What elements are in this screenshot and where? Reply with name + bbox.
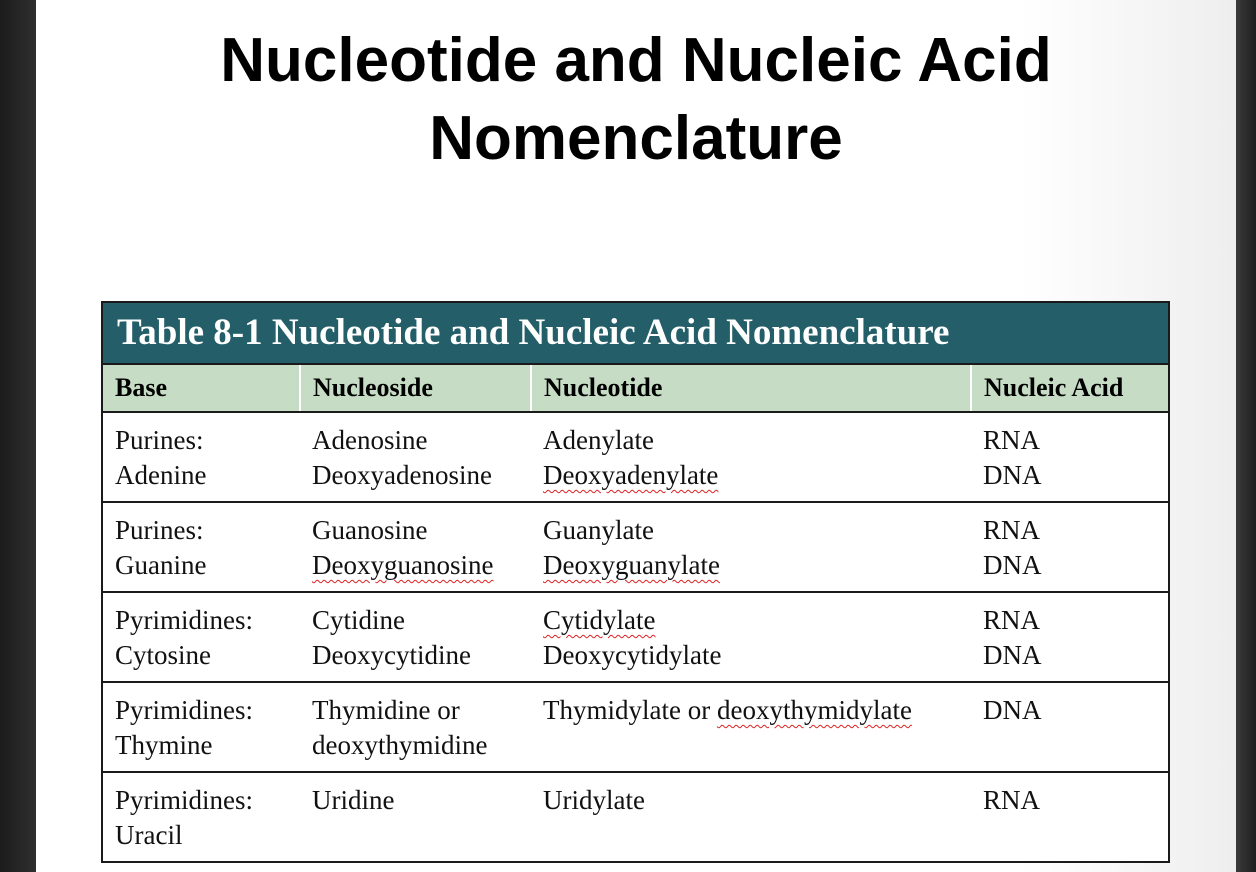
cell-base xyxy=(103,592,300,682)
nucleic-acid-1: RNA xyxy=(983,425,1041,455)
nucleic-acid-2: DNA xyxy=(983,640,1042,670)
base-name: Adenine xyxy=(115,460,207,490)
nucleotide-deoxy-line xyxy=(543,458,971,493)
table-caption: Table 8-1 Nucleotide and Nucleic Acid Nomenclature xyxy=(103,303,1168,363)
header-base: Base xyxy=(103,364,300,412)
cell-base xyxy=(103,412,300,502)
cell-nucleic-acid xyxy=(971,682,1168,772)
nucleoside-ribo: Adenosine xyxy=(312,425,428,455)
base-name: Cytosine xyxy=(115,640,212,670)
table-row xyxy=(103,772,1168,861)
viewer-frame-right xyxy=(1236,0,1256,872)
cell-base xyxy=(103,502,300,592)
nucleotide-ribo-line xyxy=(543,603,971,638)
nucleoside-deoxy-line xyxy=(312,548,531,583)
nucleotide-deoxy: Deoxycytidylate xyxy=(543,640,722,670)
slide-title xyxy=(36,22,1236,178)
cell-base xyxy=(103,682,300,772)
base-class: Pyrimidines: xyxy=(115,695,254,725)
slide xyxy=(36,0,1236,872)
nucleotide-deoxy: deoxythymidylate xyxy=(716,695,912,725)
base-name: Uracil xyxy=(115,820,183,850)
cell-base xyxy=(103,772,300,861)
cell-nucleotide xyxy=(531,772,971,861)
cell-nucleic-acid xyxy=(971,772,1168,861)
header-nucleotide: Nucleotide xyxy=(531,364,971,412)
nucleic-acid-1: DNA xyxy=(983,695,1042,725)
base-class: Pyrimidines: xyxy=(115,605,254,635)
nucleic-acid-1: RNA xyxy=(983,605,1041,635)
nomenclature-table xyxy=(101,301,1170,863)
nucleoside-line-1: Thymidine or xyxy=(312,695,460,725)
viewer-frame-left xyxy=(0,0,36,872)
cell-nucleoside xyxy=(300,502,531,592)
base-class: Purines: xyxy=(115,515,204,545)
nucleoside-line-2: deoxythymidine xyxy=(312,730,488,760)
nucleotide-line xyxy=(543,693,971,728)
nucleoside-deoxy: Deoxyadenosine xyxy=(312,460,492,490)
base-class: Pyrimidines: xyxy=(115,785,254,815)
nucleoside-deoxy: Deoxycytidine xyxy=(312,640,471,670)
nucleotide-deoxy-line xyxy=(543,548,971,583)
table-row xyxy=(103,502,1168,592)
cell-nucleotide xyxy=(531,502,971,592)
table-header-row xyxy=(103,364,1168,412)
nucleotide-ribo: Thymidylate or xyxy=(543,695,717,725)
cell-nucleoside xyxy=(300,412,531,502)
cell-nucleoside xyxy=(300,682,531,772)
cell-nucleotide xyxy=(531,592,971,682)
cell-nucleotide xyxy=(531,412,971,502)
table-row xyxy=(103,592,1168,682)
nucleic-acid-1: RNA xyxy=(983,515,1041,545)
nucleotide-deoxy: Deoxyadenylate xyxy=(543,460,719,490)
cell-nucleic-acid xyxy=(971,592,1168,682)
nucleoside-ribo: Uridine xyxy=(312,785,395,815)
nucleotide-ribo: Guanylate xyxy=(543,515,654,545)
nucleoside-deoxy: Deoxyguanosine xyxy=(312,550,494,580)
table-row xyxy=(103,412,1168,502)
header-nucleic-acid: Nucleic Acid xyxy=(971,364,1168,412)
base-class: Purines: xyxy=(115,425,204,455)
slide-title-line-2: Nomenclature xyxy=(429,104,843,173)
table-row xyxy=(103,682,1168,772)
nucleotide-ribo: Uridylate xyxy=(543,785,645,815)
nucleotide-ribo: Cytidylate xyxy=(543,605,656,635)
cell-nucleoside xyxy=(300,772,531,861)
base-name: Thymine xyxy=(115,730,213,760)
cell-nucleic-acid xyxy=(971,412,1168,502)
cell-nucleoside xyxy=(300,592,531,682)
nucleoside-ribo: Guanosine xyxy=(312,515,428,545)
nucleotide-deoxy: Deoxyguanylate xyxy=(543,550,720,580)
cell-nucleic-acid xyxy=(971,502,1168,592)
nucleoside-ribo: Cytidine xyxy=(312,605,405,635)
cell-nucleotide xyxy=(531,682,971,772)
nucleotide-ribo: Adenylate xyxy=(543,425,654,455)
nucleic-acid-1: RNA xyxy=(983,785,1041,815)
slide-title-line-1: Nucleotide and Nucleic Acid xyxy=(220,26,1052,95)
base-name: Guanine xyxy=(115,550,207,580)
header-nucleoside: Nucleoside xyxy=(300,364,531,412)
nucleic-acid-2: DNA xyxy=(983,460,1042,490)
nucleic-acid-2: DNA xyxy=(983,550,1042,580)
